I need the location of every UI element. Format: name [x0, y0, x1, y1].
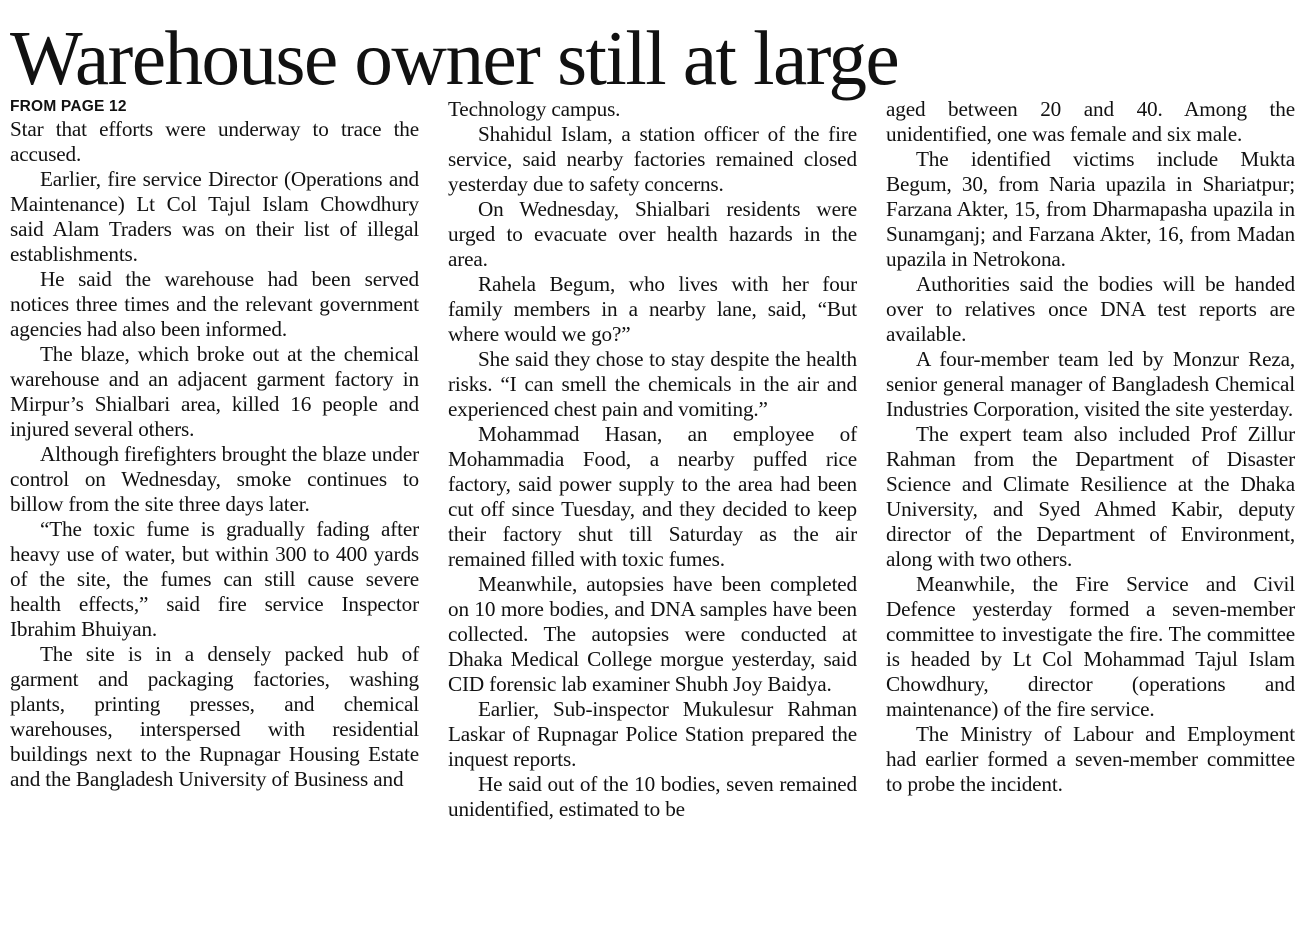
paragraph: The blaze, which broke out at the chemical warehouse and an adjacent garment factory in Mirpur’s Shialbari area, killed 16 people and injured several others. — [10, 342, 419, 441]
paragraph: He said out of the 10 bodies, seven remained unidentified, estimated to be — [448, 772, 857, 821]
paragraph: The expert team also included Prof Zillur Rahman from the Department of Disaster Science and Climate Resilience at the Dhaka University, and Syed Ahmed Kabir, deputy director of the Department of Environment, along with two others. — [886, 422, 1295, 571]
paragraph: Although firefighters brought the blaze under control on Wednesday, smoke continues to billow from the site three days later. — [10, 442, 419, 516]
paragraph: aged between 20 and 40. Among the unidentified, one was female and six male. — [886, 97, 1295, 146]
paragraph: Rahela Begum, who lives with her four family members in a nearby lane, said, “But where would we go?” — [448, 272, 857, 346]
paragraph: She said they chose to stay despite the health risks. “I can smell the chemicals in the air and experienced chest pain and vomiting.” — [448, 347, 857, 421]
paragraph: Star that efforts were underway to trace the accused. — [10, 117, 419, 166]
paragraph: Earlier, fire service Director (Operations and Maintenance) Lt Col Tajul Islam Chowdhury said Alam Traders was on their list of illegal establishments. — [10, 167, 419, 266]
headline: Warehouse owner still at large — [10, 15, 899, 101]
paragraph: “The toxic fume is gradually fading after heavy use of water, but within 300 to 400 yards of the site, the fumes can still cause severe health effects,” said fire service Inspector Ibrahim Bhuiyan. — [10, 517, 419, 641]
article-column-1 — [10, 97, 419, 792]
paragraph: He said the warehouse had been served notices three times and the relevant government agencies had also been informed. — [10, 267, 419, 341]
article-column-2 — [448, 97, 857, 822]
paragraph: On Wednesday, Shialbari residents were urged to evacuate over health hazards in the area. — [448, 197, 857, 271]
paragraph: Meanwhile, autopsies have been completed on 10 more bodies, and DNA samples have been collected. The autopsies were conducted at Dhaka Medical College morgue yesterday, said CID forensic lab examiner Shubh Joy Baidya. — [448, 572, 857, 696]
paragraph: A four-member team led by Monzur Reza, senior general manager of Bangladesh Chemical Industries Corporation, visited the site yesterday. — [886, 347, 1295, 421]
paragraph: The Ministry of Labour and Employment had earlier formed a seven-member committee to probe the incident. — [886, 722, 1295, 796]
paragraph: Earlier, Sub-inspector Mukulesur Rahman Laskar of Rupnagar Police Station prepared the inquest reports. — [448, 697, 857, 771]
paragraph: Technology campus. — [448, 97, 621, 121]
article-column-3 — [886, 97, 1295, 797]
paragraph: The site is in a densely packed hub of garment and packaging factories, washing plants, printing presses, and chemical warehouses, interspersed with residential buildings next to the Rupnagar Housing Estate and the Bangladesh University of Business and — [10, 642, 419, 791]
paragraph: Meanwhile, the Fire Service and Civil Defence yesterday formed a seven-member committee to investigate the fire. The committee is headed by Lt Col Mohammad Tajul Islam Chowdhury, director (operations and maintenance) of the fire service. — [886, 572, 1295, 721]
paragraph: Shahidul Islam, a station officer of the fire service, said nearby factories remained closed yesterday due to safety concerns. — [448, 122, 857, 196]
paragraph: Mohammad Hasan, an employee of Mohammadia Food, a nearby puffed rice factory, said power supply to the area had been cut off since Tuesday, and they decided to keep their factory shut till Saturday as the air remained filled with toxic fumes. — [448, 422, 857, 571]
paragraph: Authorities said the bodies will be handed over to relatives once DNA test reports are available. — [886, 272, 1295, 346]
continued-from-label: FROM PAGE 12 — [10, 98, 127, 115]
paragraph: The identified victims include Mukta Begum, 30, from Naria upazila in Shariatpur; Farzana Akter, 15, from Dharmapasha upazila in Sunamganj; and Farzana Akter, 16, from Madan upazila in Netrokona. — [886, 147, 1295, 271]
